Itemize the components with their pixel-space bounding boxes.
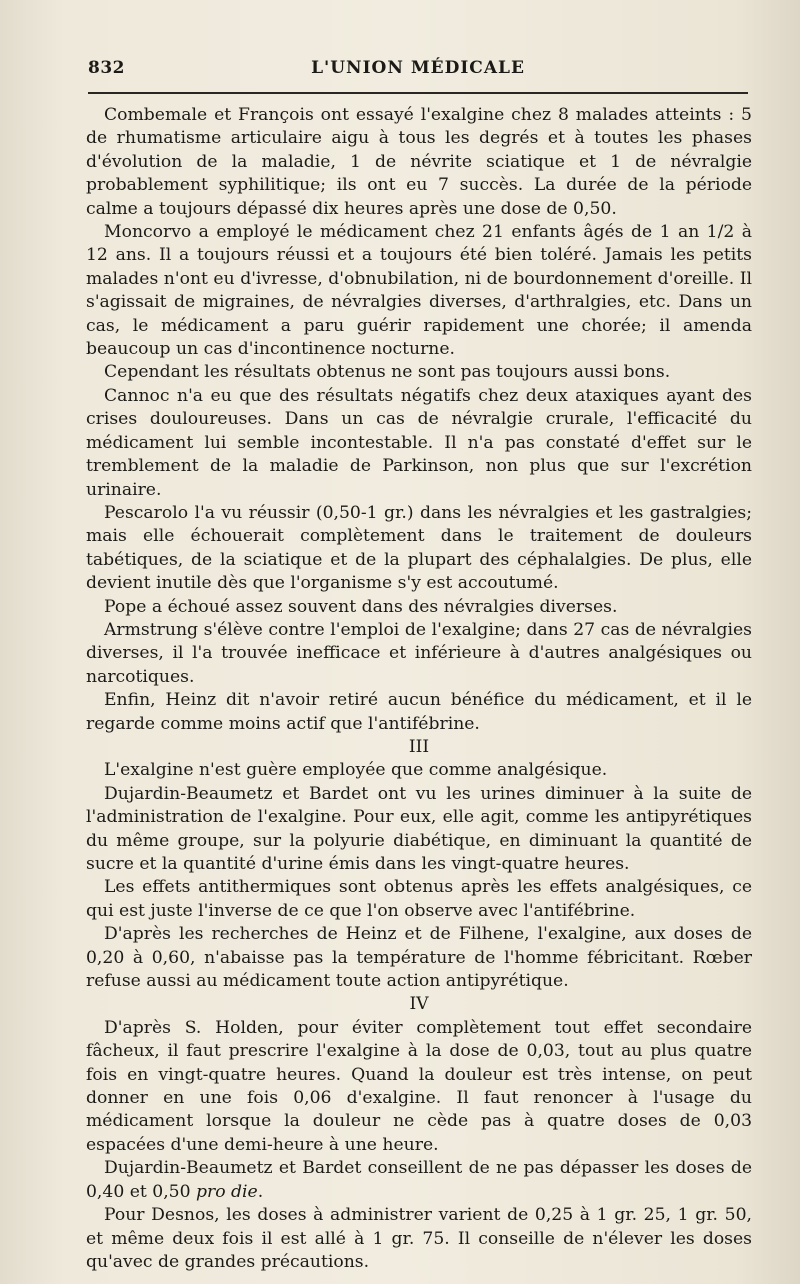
paragraph-dujardin-doses bbox=[86, 1157, 752, 1204]
page-number: 832 bbox=[88, 58, 125, 78]
header-rule bbox=[88, 92, 748, 94]
paragraph-cependant: Cependant les résultats obtenus ne sont pas toujours aussi bons. bbox=[104, 362, 671, 383]
journal-title: L'UNION MÉDICALE bbox=[311, 58, 525, 78]
paragraph-desnos: Pour Desnos, les doses à administrer varient de 0,25 à 1 gr. 25, 1 gr. 50, et même deux fois il est allé à 1 gr. 75. Il conseille de n'élever les doses qu'avec de grandes précautions. bbox=[86, 1205, 752, 1272]
paragraph-armstrung: Armstrung s'élève contre l'emploi de l'exalgine; dans 27 cas de névralgies diverses, il l'a trouvée inefficace et inférieure à d'autres analgésiques ou narcotiques. bbox=[86, 619, 752, 687]
dose-text-italic: pro die bbox=[196, 1181, 258, 1202]
paragraph-filhene: D'après les recherches de Heinz et de Filhene, l'exalgine, aux doses de 0,20 à 0,60, n'abaisse pas la température de l'homme fébricitant. Rœber refuse aussi au médicament toute action antipyrétique. bbox=[86, 924, 752, 992]
paragraph-cannoc: Cannoc n'a eu que des résultats négatifs chez deux ataxiques ayant des crises douloureuses. Dans un cas de névralgie crurale, l'efficacité du médicament lui semble incontestable. Il n'a pas constaté d'effet sur le tremblement de la maladie de Parkinson, non plus que sur l'excrétion urinaire. bbox=[86, 385, 752, 500]
section-heading-iii: III bbox=[408, 736, 430, 757]
paragraph-holden: D'après S. Holden, pour éviter complètement tout effet secondaire fâcheux, il faut prescrire l'exalgine à la dose de 0,03, tout au plus quatre fois en vingt-quatre heures. Quand la douleur est très intense, on peut donner en une fois 0,06 d'exalgine. Il faut renoncer à l'usage du médicament lorsque la douleur ne cède pas à quatre doses de 0,03 espacées d'une demi-heure à une heure. bbox=[86, 1017, 752, 1155]
paragraph-dujardin-urines: Dujardin-Beaumetz et Bardet ont vu les urines diminuer à la suite de l'administration de l'exalgine. Pour eux, elle agit, comme les antipyrétiques du même groupe, sur la polyurie diabétique, en diminuant la quantité de sucre et la quantité d'urine émis dans les vingt-quatre heures. bbox=[86, 783, 752, 874]
paragraph-pescarolo: Pescarolo l'a vu réussir (0,50-1 gr.) dans les névralgies et les gastralgies; mais elle échouerait complètement dans le traitement de douleurs tabétiques, de la sciatique et de la plupart des céphalalgies. De plus, elle devient inutile dès que l'organisme s'y est accoutumé. bbox=[86, 502, 752, 594]
section-heading-iv: IV bbox=[409, 994, 429, 1015]
dose-text-after: . bbox=[257, 1181, 264, 1202]
paragraph-heinz: Enfin, Heinz dit n'avoir retiré aucun bénéfice du médicament, et il le regarde comme moins actif que l'antifébrine. bbox=[86, 690, 752, 734]
paragraph-moncorvo: Moncorvo a employé le médicament chez 21 enfants âgés de 1 an 1/2 à 12 ans. Il a toujours réussi et a toujours été bien toléré. Jamais les petits malades n'ont eu d'ivresse, d'obnubilation, ni de bourdonnement d'oreille. Il s'agissait de migraines, de névralgies diverses, d'arthralgies, etc. Dans un cas, le médicament a paru guérir rapidement une chorée; il amenda beaucoup un cas d'incontinence nocturne. bbox=[86, 222, 752, 360]
paragraph-pope: Pope a échoué assez souvent dans des névralgies diverses. bbox=[104, 596, 618, 617]
paragraph-antithermiques: Les effets antithermiques sont obtenus après les effets analgésiques, ce qui est juste l'inverse de ce que l'on observe avec l'antifébrine. bbox=[86, 877, 752, 921]
paragraph-analgesique: L'exalgine n'est guère employée que comme analgésique. bbox=[104, 760, 608, 781]
article-body bbox=[86, 104, 752, 1274]
page-header bbox=[88, 58, 748, 86]
dose-text-before: Dujardin-Beaumetz et Bardet conseillent de ne pas dépasser les doses de 0,40 et 0,50 bbox=[86, 1158, 752, 1202]
paragraph-combemale: Combemale et François ont essayé l'exalgine chez 8 malades atteints : 5 de rhumatisme articulaire aigu à tous les degrés et à toutes les phases d'évolution de la maladie, 1 de névrite sciatique et 1 de névralgie probablement syphilitique; ils ont eu 7 succès. La durée de la période calme a toujours dépassé dix heures après une dose de 0,50. bbox=[86, 105, 752, 219]
